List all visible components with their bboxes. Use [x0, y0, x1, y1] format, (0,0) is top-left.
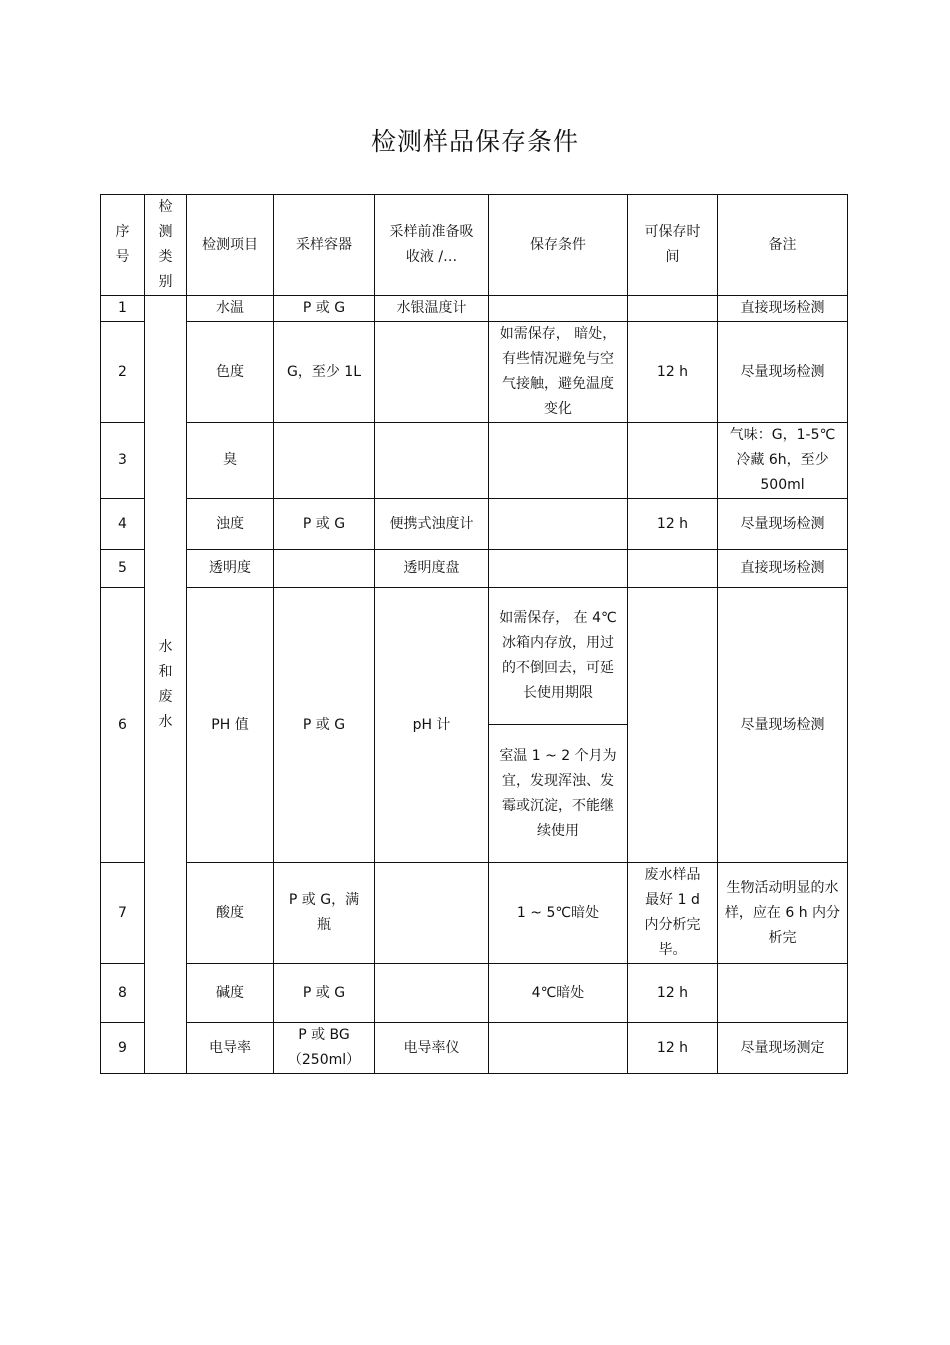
table-row [101, 423, 848, 499]
cell-time: 12 h [628, 1023, 718, 1074]
cell-remark [718, 964, 848, 1023]
cell-no: 4 [101, 499, 145, 550]
header-row [101, 195, 848, 296]
cell-prep: 便携式浊度计 [375, 499, 489, 550]
table-row [101, 1023, 848, 1074]
cell-container [274, 423, 375, 499]
cell-item: 臭 [187, 423, 274, 499]
cell-no: 1 [101, 296, 145, 322]
cell-container: G，至少 1L [274, 322, 375, 423]
table-row [101, 550, 848, 588]
table-row [101, 499, 848, 550]
cell-time: 12 h [628, 964, 718, 1023]
cell-remark: 尽量现场检测 [718, 322, 848, 423]
cell-container: P 或 G [274, 296, 375, 322]
cell-condition: 如需保存， 暗处，有些情况避免与空气接触，避免温度变化 [489, 322, 628, 423]
cell-condition: 如需保存， 在 4℃冰箱内存放，用过的不倒回去，可延长使用期限 [489, 588, 628, 725]
cell-time [628, 588, 718, 863]
cell-container: P 或 G [274, 964, 375, 1023]
table-row [101, 296, 848, 322]
cell-container: P 或 G [274, 499, 375, 550]
table-row [101, 964, 848, 1023]
cell-no: 8 [101, 964, 145, 1023]
cell-remark: 直接现场检测 [718, 550, 848, 588]
cell-prep [375, 964, 489, 1023]
cell-container [274, 550, 375, 588]
header-item: 检测项目 [187, 195, 274, 296]
cell-no: 7 [101, 863, 145, 964]
page-title: 检测样品保存条件 [370, 127, 579, 156]
cell-condition [489, 550, 628, 588]
cell-time [628, 550, 718, 588]
cell-no: 6 [101, 588, 145, 863]
cell-prep [375, 423, 489, 499]
header-condition: 保存条件 [489, 195, 628, 296]
cell-remark: 直接现场检测 [718, 296, 848, 322]
header-remark: 备注 [718, 195, 848, 296]
cell-container: P 或 G [274, 588, 375, 863]
storage-conditions-table [100, 194, 848, 1074]
cell-time [628, 423, 718, 499]
table-row [101, 863, 848, 964]
cell-time [628, 296, 718, 322]
cell-remark: 尽量现场检测 [718, 588, 848, 863]
cell-container: P 或 BG（250ml） [274, 1023, 375, 1074]
cell-condition [489, 423, 628, 499]
cell-condition [489, 296, 628, 322]
cell-item: 浊度 [187, 499, 274, 550]
cell-container: P 或 G，满瓶 [274, 863, 375, 964]
cell-category: 水和废水 [145, 296, 187, 1074]
cell-condition [489, 1023, 628, 1074]
cell-remark: 生物活动明显的水样，应在 6 h 内分析完 [718, 863, 848, 964]
cell-time: 废水样品最好 1 d 内分析完毕。 [628, 863, 718, 964]
cell-no: 5 [101, 550, 145, 588]
cell-item: 酸度 [187, 863, 274, 964]
table-row [101, 322, 848, 423]
cell-prep [375, 863, 489, 964]
cell-condition: 1 ~ 5℃暗处 [489, 863, 628, 964]
cell-item: 水温 [187, 296, 274, 322]
cell-item: 碱度 [187, 964, 274, 1023]
header-no: 序号 [101, 195, 145, 296]
cell-prep: 电导率仪 [375, 1023, 489, 1074]
cell-item: 色度 [187, 322, 274, 423]
cell-remark: 气味：G，1-5℃冷藏 6h，至少500ml [718, 423, 848, 499]
cell-item: 透明度 [187, 550, 274, 588]
cell-item: 电导率 [187, 1023, 274, 1074]
cell-prep: 水银温度计 [375, 296, 489, 322]
header-container: 采样容器 [274, 195, 375, 296]
cell-prep: 透明度盘 [375, 550, 489, 588]
cell-time: 12 h [628, 499, 718, 550]
cell-remark: 尽量现场测定 [718, 1023, 848, 1074]
header-prep: 采样前准备吸收液 /… [375, 195, 489, 296]
cell-condition [489, 499, 628, 550]
cell-remark: 尽量现场检测 [718, 499, 848, 550]
table-row [101, 588, 848, 725]
cell-prep: pH 计 [375, 588, 489, 863]
cell-no: 2 [101, 322, 145, 423]
cell-item: PH 值 [187, 588, 274, 863]
cell-no: 3 [101, 423, 145, 499]
cell-condition: 4℃暗处 [489, 964, 628, 1023]
header-category: 检测类别 [145, 195, 187, 296]
cell-condition-2: 室温 1 ~ 2 个月为宜，发现浑浊、发霉或沉淀，不能继续使用 [489, 725, 628, 863]
cell-prep [375, 322, 489, 423]
header-time: 可保存时间 [628, 195, 718, 296]
cell-no: 9 [101, 1023, 145, 1074]
cell-time: 12 h [628, 322, 718, 423]
